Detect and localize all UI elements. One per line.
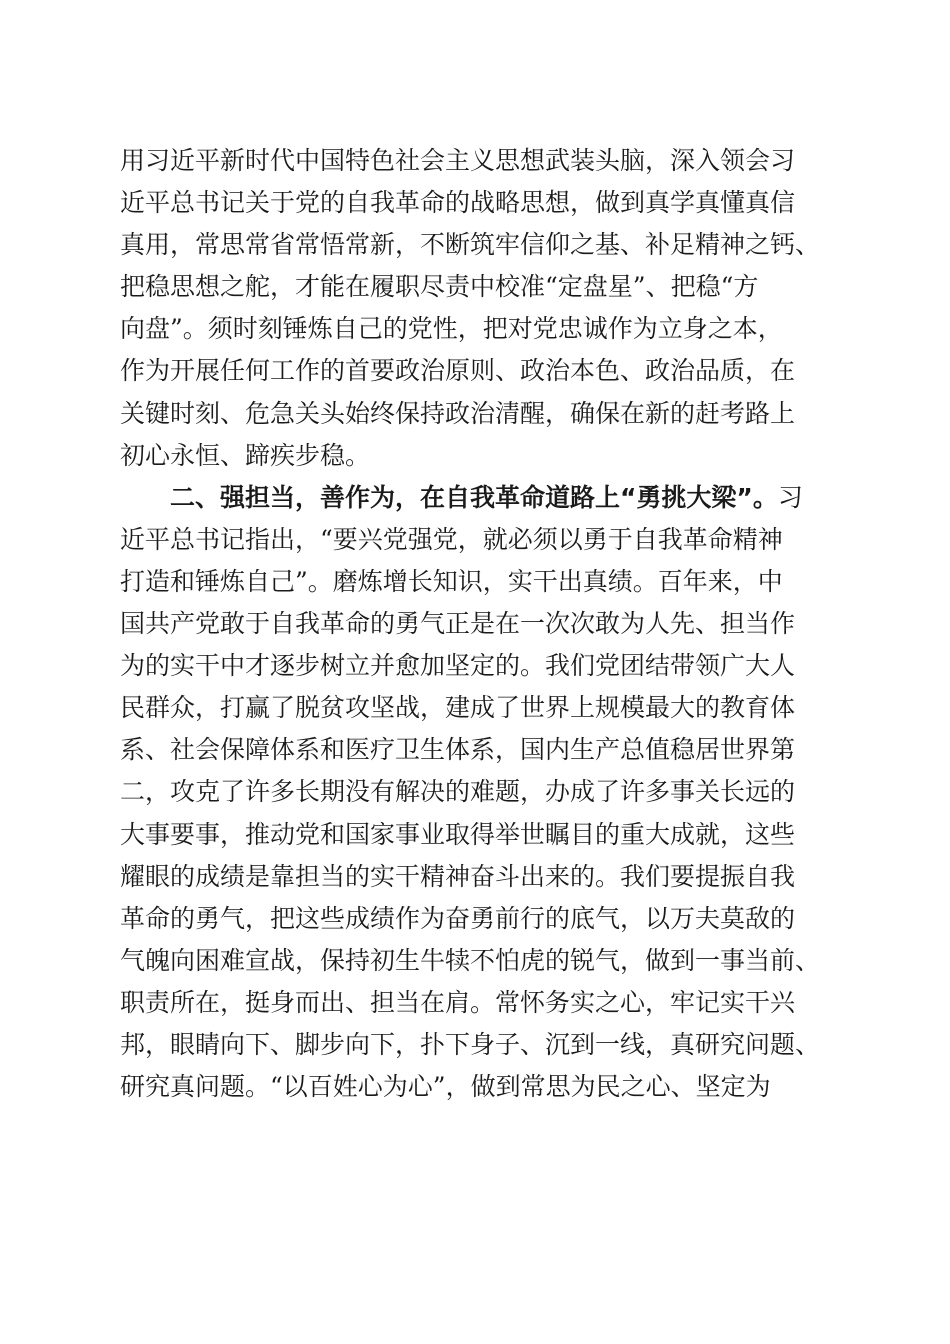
text-line: 为的实干中才逐步树立并愈加坚定的。我们党团结带领广大人 [120,651,796,681]
text-line: 气魄向困难宣战，保持初生牛犊不怕虎的锐气，做到一事当前、 [120,945,821,975]
paragraph-1 [120,140,840,477]
text-line: 作为开展任何工作的首要政治原则、政治本色、政治品质，在 [120,356,796,386]
text-line: 邦，眼睛向下、脚步向下，扑下身子、沉到一线，真研究问题、 [120,1029,821,1059]
text-line: 把稳思想之舵，才能在履职尽责中校准“定盘星”、把稳“方 [120,272,759,302]
text-line: 用习近平新时代中国特色社会主义思想武装头脑，深入领会习 [120,146,796,175]
text-line: 向盘”。须时刻锤炼自己的党性，把对党忠诚作为立身之本， [120,314,783,344]
document-body [120,140,840,1108]
text-line: 真用，常思常省常悟常新，不断筑牢信仰之基、补足精神之钙、 [120,230,821,260]
text-line [120,477,840,519]
text-line: 近平总书记指出，“要兴党强党，就必须以勇于自我革命精神 [120,524,783,554]
text-line: 近平总书记关于党的自我革命的战略思想，做到真学真懂真信 [120,188,796,218]
text-line: 二，攻克了许多长期没有解决的难题，办成了许多事关长远的 [120,777,796,807]
text-line: 革命的勇气，把这些成绩作为奋勇前行的底气，以万夫莫敌的 [120,903,796,933]
text-line: 大事要事，推动党和国家事业取得举世瞩目的重大成就，这些 [120,819,796,849]
text-line: 职责所在，挺身而出、担当在肩。常怀务实之心，牢记实干兴 [120,987,796,1017]
paragraph-2 [120,477,840,1108]
text-line: 耀眼的成绩是靠担当的实干精神奋斗出来的。我们要提振自我 [120,861,796,891]
text-line: 研究真问题。“以百姓心为心”，做到常思为民之心、坚定为 [120,1072,771,1102]
text-line: 民群众，打赢了脱贫攻坚战，建成了世界上规模最大的教育体 [120,693,796,723]
text-line: 关键时刻、危急关头始终保持政治清醒，确保在新的赶考路上 [120,398,796,428]
heading-tail-text: 习 [777,482,803,512]
text-line: 国共产党敢于自我革命的勇气正是在一次次敢为人先、担当作 [120,609,796,639]
text-line: 系、社会保障体系和医疗卫生体系，国内生产总值稳居世界第 [120,735,796,765]
text-line: 初心永恒、蹄疾步稳。 [120,440,371,470]
section-heading: 二、强担当，善作为，在自我革命道路上“勇挑大梁”。 [120,482,778,512]
text-line: 打造和锤炼自己”。磨炼增长知识，实干出真绩。百年来，中 [120,566,783,596]
